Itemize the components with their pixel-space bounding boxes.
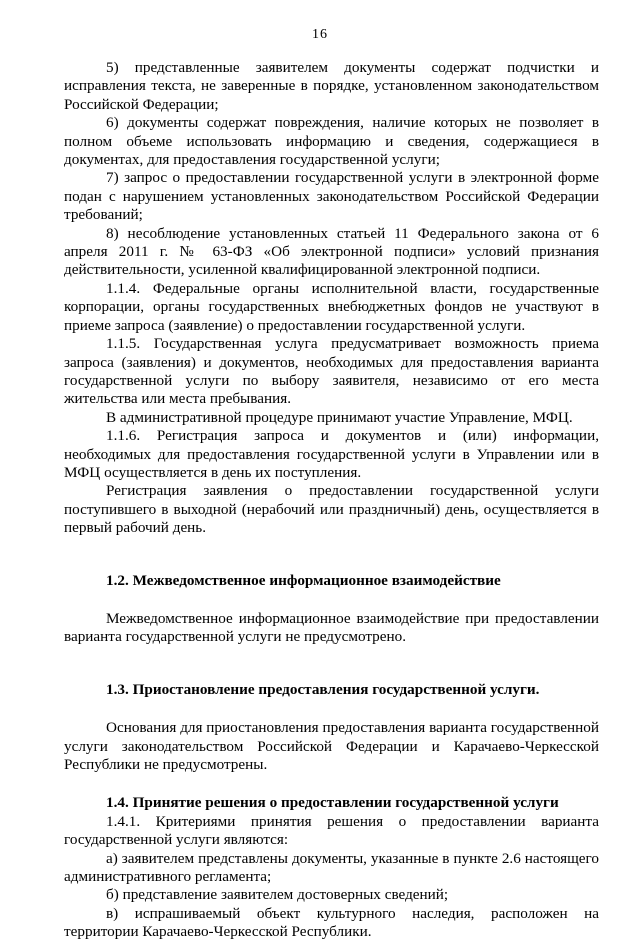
clause-1-1-6: 1.1.6. Регистрация запроса и документов и (или) информации, необходимых для предоставления государственной услуги в Управлении или в МФЦ осуществляется в день их поступления. [64, 427, 599, 481]
section-1-2-text: Межведомственное информационное взаимодействие при предоставлении варианта государственной услуги не предусмотрено. [64, 609, 599, 646]
participants-paragraph: В административной процедуре принимают участие Управление, МФЦ. [106, 408, 573, 426]
section-1-3-heading: 1.3. Приостановление предоставления государственной услуги. [106, 680, 540, 698]
criterion-a: а) заявителем представлены документы, указанные в пункте 2.6 настоящего административного регламента; [64, 849, 599, 886]
registration-paragraph: Регистрация заявления о предоставлении государственной услуги поступившего в выходной (нерабочий или праздничный) день, осуществляется в первый рабочий день. [64, 482, 599, 537]
list-item-8: 8) несоблюдение установленных статьей 11 Федерального закона от 6 апреля 2011 г. № 63-ФЗ «Об электронной подписи» условий признания действительности, усиленной квалифицированной электронной подписи. [64, 224, 599, 279]
section-1-3-text: Основания для приостановления предоставления варианта государственной услуги законодательством Российской Федерации и Карачаево-Черкесской Республики не предусмотрены. [64, 719, 599, 773]
document-body [64, 59, 599, 942]
page-number: 16 [312, 27, 328, 42]
list-item-6: 6) документы содержат повреждения, наличие которых не позволяет в полном объеме использовать информацию и сведения, содержащиеся в документах, для предоставления государственной услуги; [64, 114, 599, 169]
list-item-7: 7) запрос о предоставлении государственной услуги в электронной форме подан с нарушением установленных законодательством Российской Федерации требований; [64, 169, 599, 224]
section-1-2-heading: 1.2. Межведомственное информационное взаимодействие [106, 571, 501, 589]
clause-1-4-1: 1.4.1. Критериями принятия решения о предоставлении варианта государственной услуги являются: [64, 812, 599, 849]
section-1-4-heading: 1.4. Принятие решения о предоставлении государственной услуги [106, 794, 559, 812]
criterion-b: б) представление заявителем достоверных сведений; [106, 886, 449, 904]
clause-1-1-4: 1.1.4. Федеральные органы исполнительной власти, государственные корпорации, органы государственных внебюджетных фондов не участвуют в приеме запроса (заявление) о предоставлении государственной услуги. [64, 279, 599, 334]
clause-1-1-5: 1.1.5. Государственная услуга предусматривает возможность приема запроса (заявления) и документов, необходимых для предоставления варианта государственной услуги по выбору заявителя, независимо от его места жительства или места пребывания. [64, 335, 599, 408]
criterion-v: в) испрашиваемый объект культурного наследия, расположен на территории Карачаево-Черкесской Республики. [64, 904, 599, 941]
list-item-5: 5) представленные заявителем документы содержат подчистки и исправления текста, не заверенные в порядке, установленном законодательством Российской Федерации; [64, 59, 599, 113]
